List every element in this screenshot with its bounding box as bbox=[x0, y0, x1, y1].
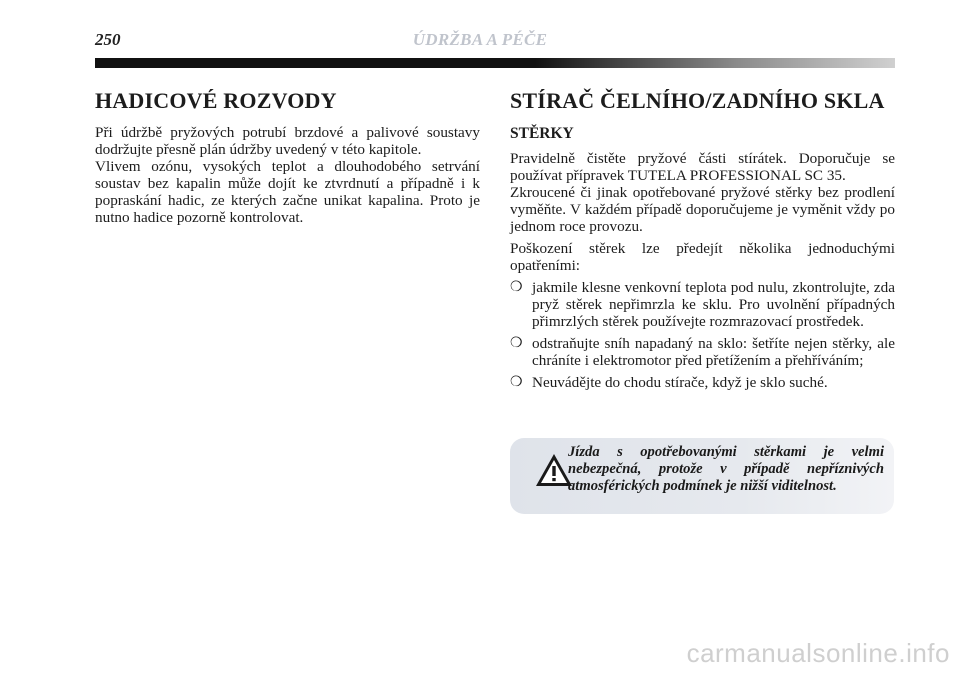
running-header-title: ÚDRŽBA A PÉČE bbox=[412, 30, 548, 49]
hoses-paragraph: Vlivem ozónu, vysokých teplot a dlouhodobého setrvání soustav bez kapalin může dojít ke ztvrdnutí a případně i k popraskání hadic, ze kterých začne unikat kapalina. Proto je nutno hadice pozorně kontrolovat. bbox=[95, 158, 480, 226]
wiper-tips-list bbox=[510, 279, 895, 391]
header-rule bbox=[95, 58, 895, 68]
bullet-circle-icon: ❍ bbox=[510, 336, 523, 351]
warning-text: Jízda s opotřebovanými stěrkami je velmi nebezpečná, protože v případě nepříznivých atmosférických podmínek je nižší viditelnost. bbox=[568, 444, 884, 494]
bullet-circle-icon: ❍ bbox=[510, 375, 523, 390]
right-column bbox=[510, 86, 895, 396]
list-item-text: odstraňujte sníh napadaný na sklo: šetříte nejen stěrky, ale chráníte i elektromotor před přetížením a přehříváním; bbox=[532, 335, 895, 369]
section-title-hoses: HADICOVÉ ROZVODY bbox=[95, 88, 337, 113]
wipers-paragraph: Poškození stěrek lze předejít několika jednoduchými opatřeními: bbox=[510, 240, 895, 274]
subsection-title-blades: STĚRKY bbox=[510, 125, 574, 142]
list-item bbox=[510, 335, 895, 369]
list-item-text: Neuvádějte do chodu stírače, když je sklo suché. bbox=[532, 374, 828, 391]
wipers-paragraph: Pravidelně čistěte pryžové části stírátek. Doporučuje se používat přípravek TUTELA PROFESSIONAL SC 35. bbox=[510, 150, 895, 184]
left-column bbox=[95, 86, 480, 231]
section-title-wipers: STÍRAČ ČELNÍHO/ZADNÍHO SKLA bbox=[510, 88, 885, 113]
list-item bbox=[510, 279, 895, 330]
page-number: 250 bbox=[95, 30, 121, 49]
watermark: carmanualsonline.info bbox=[686, 638, 950, 668]
warning-box bbox=[510, 438, 894, 514]
list-item-text: jakmile klesne venkovní teplota pod nulu, zkontrolujte, zda pryž stěrek nepřimrzla ke sklu. Pro uvolnění případných přimrzlých stěrek používejte rozmrazovací prostředek. bbox=[532, 279, 895, 330]
hoses-paragraph: Při údržbě pryžových potrubí brzdové a palivové soustavy dodržujte přesně plán údržby uvedený v této kapitole. bbox=[95, 124, 480, 158]
wipers-paragraph: Zkroucené či jinak opotřebované pryžové stěrky bez prodlení vyměňte. V každém případě doporučujeme je vyměnit vždy po jednom roce provozu. bbox=[510, 184, 895, 235]
list-item bbox=[510, 374, 895, 391]
bullet-circle-icon: ❍ bbox=[510, 280, 523, 295]
